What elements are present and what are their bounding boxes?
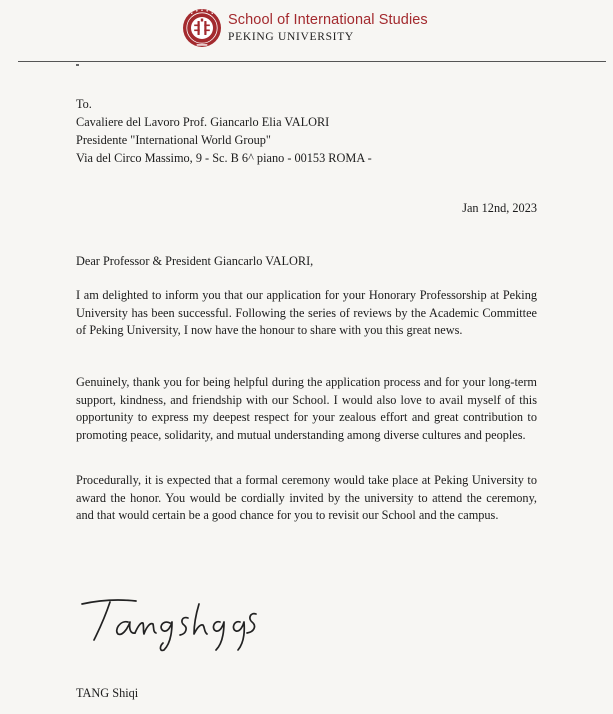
header-divider — [18, 61, 606, 62]
salutation: Dear Professor & President Giancarlo VALORI, — [76, 254, 314, 268]
recipient-address — [76, 95, 372, 167]
school-name: School of International Studies — [228, 12, 428, 28]
signer-name: TANG Shiqi — [76, 686, 139, 700]
body-paragraph-2: Genuinely, thank you for being helpful during the application process and for your long-term support, kindness, and friendship with our School. I would also love to avail myself of this opportunity to express my deepest respect for your zealous effort and great contribution to promoting peace, solidarity, and mutual understanding among diverse cultures and peoples. — [76, 375, 537, 442]
address-line-to: To. — [76, 97, 92, 111]
address-line-street: Via del Circo Massimo, 9 - Sc. B 6^ piano - 00153 ROMA - — [76, 151, 372, 165]
peking-university-seal-icon — [182, 8, 222, 48]
handwritten-signature — [80, 592, 270, 654]
address-line-title: Presidente "International World Group" — [76, 133, 271, 147]
address-line-name: Cavaliere del Lavoro Prof. Giancarlo Elia VALORI — [76, 115, 330, 129]
letter-date: Jan 12nd, 2023 — [462, 201, 537, 215]
paper-speck — [76, 64, 79, 66]
body-paragraph-1: I am delighted to inform you that our application for your Honorary Professorship at Peking University has been successful. Following the series of reviews by the Academic Committee of Peking University, I now have the honour to share with you this great news. — [76, 288, 537, 338]
university-name: PEKING UNIVERSITY — [228, 31, 354, 43]
letterhead — [0, 0, 613, 64]
body-paragraph-3: Procedurally, it is expected that a formal ceremony would take place at Peking University to award the honor. You would be cordially invited by the university to attend the ceremony, and that would certain be a good chance for you to revisit our School and the campus. — [76, 473, 537, 523]
